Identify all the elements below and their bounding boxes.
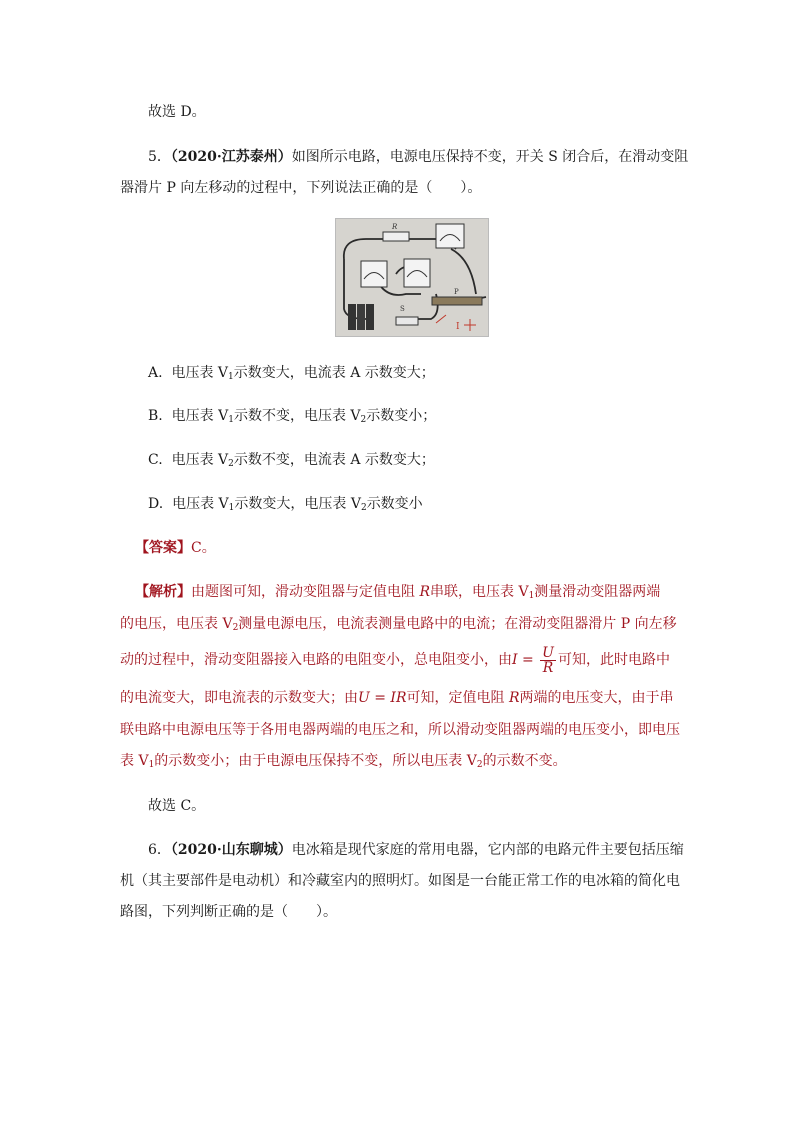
q6-stem-line2: 机（其主要部件是电动机）和冷藏室内的照明灯。如图是一台能正常工作的电冰箱的简化电 xyxy=(120,873,680,889)
option-b-p2: 示数不变，电压表 V xyxy=(233,408,361,424)
q5-option-d xyxy=(148,494,423,518)
option-d-p3: 示数变小 xyxy=(366,496,423,512)
option-d-letter: D. xyxy=(148,496,164,512)
analysis-l6-a: 表 V xyxy=(120,753,149,769)
analysis-l3-a: 动的过程中，滑动变阻器接入电路的电阻变小，总电阻变小，由 xyxy=(120,652,512,668)
option-a-p2: 示数变大，电流表 A 示数变大； xyxy=(233,365,435,381)
analysis-l2-a: 的电压，电压表 V xyxy=(120,616,233,632)
fraction-numerator: U xyxy=(542,644,554,661)
analysis-l1-s: 1 xyxy=(528,591,535,601)
label-slider: P xyxy=(454,288,459,296)
q5-stem-text1: 如图所示电路，电源电压保持不变，开关 S 闭合后，在滑动变阻 xyxy=(291,149,689,165)
formula-u-ir: U = IR xyxy=(358,690,407,706)
q5-source: （2020·江苏泰州） xyxy=(170,149,292,165)
option-b-s2: 2 xyxy=(360,415,367,425)
option-d-p1: 电压表 V xyxy=(172,496,229,512)
answer-label: 【答案】 xyxy=(135,540,191,556)
q6-source: （2020·山东聊城） xyxy=(170,842,292,858)
option-c-s1: 2 xyxy=(228,459,234,469)
analysis-l2-s: 2 xyxy=(232,623,239,633)
option-a-s1: 1 xyxy=(228,372,234,382)
formula-i: I xyxy=(512,652,518,668)
label-current: I xyxy=(456,322,460,332)
q5-option-c xyxy=(148,450,435,474)
q6-number: 6． xyxy=(148,842,171,858)
option-b-p3: 示数变小； xyxy=(366,408,437,424)
option-c-letter: C. xyxy=(148,452,163,468)
q5-stem-line1 xyxy=(148,147,688,167)
fraction-denominator: R xyxy=(542,659,554,676)
q6-stem-line1 xyxy=(148,840,684,860)
q5-answer xyxy=(135,538,216,558)
analysis-l1-c: 测量滑动变阻器两端 xyxy=(534,584,661,600)
label-resistor: R xyxy=(392,223,398,231)
analysis-l3-b: 可知，此时电路中 xyxy=(557,652,670,668)
analysis-l4-b: 可知，定值电阻 xyxy=(406,690,509,706)
option-c-p1: 电压表 V xyxy=(171,452,229,468)
q5-option-a xyxy=(148,363,435,387)
label-switch: S xyxy=(400,305,405,313)
q6-line1-text: 电冰箱是现代家庭的常用电器，它内部的电路元件主要包括压缩 xyxy=(291,842,684,858)
option-b-p1: 电压表 V xyxy=(171,408,229,424)
q5-conclusion: 故选 C。 xyxy=(148,798,206,814)
formula-eq: = xyxy=(517,652,539,668)
analysis-line2 xyxy=(120,614,677,638)
analysis-line5: 联电路中电源电压等于各用电器两端的电压之和，所以滑动变阻器两端的电压变小，即电压 xyxy=(120,722,680,738)
analysis-l4-a: 的电流变大，即电流表的示数变大；由 xyxy=(120,690,358,706)
analysis-l1-r: R xyxy=(419,584,430,600)
analysis-label: 【解析】 xyxy=(135,584,191,600)
analysis-l6-s1: 1 xyxy=(148,760,155,770)
top-conclusion: 故选 D。 xyxy=(148,104,206,120)
analysis-line6 xyxy=(120,751,567,775)
analysis-l6-c: 的示数不变。 xyxy=(482,753,567,769)
analysis-l6-b: 的示数变小；由于电源电压保持不变，所以电压表 V xyxy=(154,753,477,769)
analysis-l4-r: R xyxy=(508,690,520,706)
option-d-s2: 2 xyxy=(360,503,367,513)
analysis-line3 xyxy=(120,645,670,675)
q5-stem-line2: 器滑片 P 向左移动的过程中，下列说法正确的是（ ）。 xyxy=(120,180,482,196)
circuit-diagram xyxy=(336,219,488,336)
circuit-photo xyxy=(335,218,489,337)
q5-number: 5． xyxy=(148,149,171,165)
option-a-letter: A. xyxy=(148,365,163,381)
analysis-l6-s2: 2 xyxy=(476,760,483,770)
q6-stem-line3: 路图，下列判断正确的是（ ）。 xyxy=(120,904,337,920)
analysis-l1-a: 由题图可知，滑动变阻器与定值电阻 xyxy=(191,584,420,600)
option-d-s1: 1 xyxy=(228,503,235,513)
q5-option-b xyxy=(148,406,436,430)
option-b-s1: 1 xyxy=(228,415,234,425)
analysis-line4 xyxy=(120,688,674,708)
analysis-line1 xyxy=(135,582,660,606)
option-b-letter: B. xyxy=(148,408,163,424)
option-c-p2: 示数不变，电流表 A 示数变大； xyxy=(233,452,435,468)
ohm-fraction xyxy=(540,646,556,675)
answer-value: C。 xyxy=(191,540,216,556)
option-a-p1: 电压表 V xyxy=(171,365,229,381)
analysis-l1-b: 串联，电压表 V xyxy=(430,584,529,600)
option-d-p2: 示数变大，电压表 V xyxy=(234,496,361,512)
analysis-l4-c: 两端的电压变大，由于串 xyxy=(519,690,674,706)
analysis-l2-b: 测量电源电压，电流表测量电路中的电流；在滑动变阻器滑片 P 向左移 xyxy=(238,616,677,632)
